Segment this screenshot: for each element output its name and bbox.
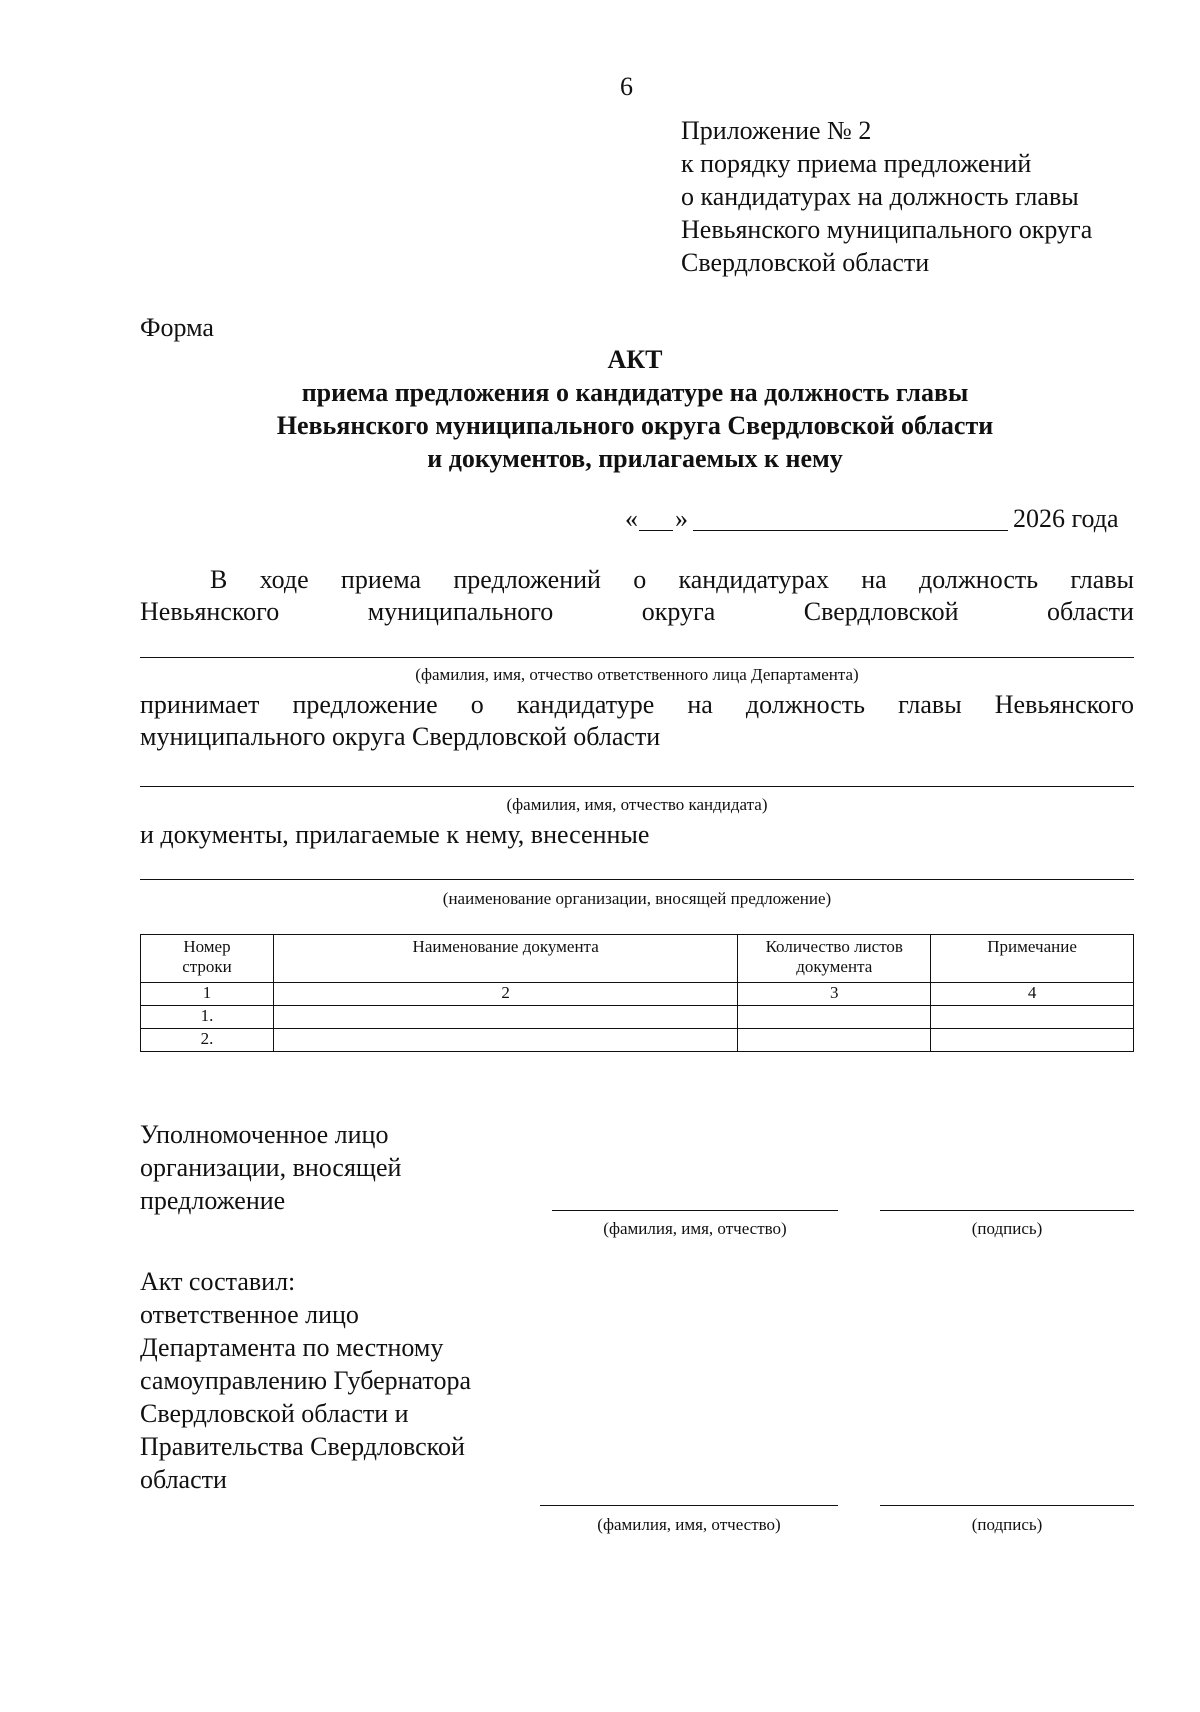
label-line: Правительства Свердловской <box>140 1432 465 1461</box>
table-cell: 3 <box>738 983 931 1006</box>
word: о <box>470 690 484 719</box>
word: Свердловской <box>803 597 959 626</box>
paragraph1-line1 <box>210 563 1134 596</box>
appendix-line: Свердловской области <box>681 248 930 277</box>
paragraph2-line1 <box>140 688 1134 721</box>
paragraph3-line1: и документы, прилагаемые к нему, внесенные <box>140 820 650 849</box>
date-year: 2026 года <box>1013 504 1119 533</box>
table-cell: 1 <box>141 983 274 1006</box>
word: области <box>1047 597 1134 626</box>
header-row-number: Номер строки <box>141 935 274 983</box>
candidate-blank <box>140 786 1134 787</box>
word: приема <box>340 565 422 594</box>
table-cell <box>738 1006 931 1029</box>
date-close-quote: » <box>675 504 688 533</box>
organization-blank <box>140 879 1134 880</box>
candidate-caption: (фамилия, имя, отчество кандидата) <box>506 795 768 814</box>
word: главы <box>1070 565 1134 594</box>
table-cell: 4 <box>931 983 1134 1006</box>
word: Невьянского <box>140 597 280 626</box>
documents-table <box>140 934 1134 1052</box>
date-line <box>625 502 1135 536</box>
signature2-sign-blank <box>880 1505 1134 1506</box>
table-cell <box>931 1006 1134 1029</box>
appendix-line: Приложение № 2 <box>681 116 872 145</box>
table-number-row <box>141 983 1134 1006</box>
signature1-name-blank <box>552 1210 838 1211</box>
label-line: Свердловской области и <box>140 1399 409 1428</box>
department-person-blank <box>140 657 1134 658</box>
word: В <box>210 565 228 594</box>
table-cell <box>738 1029 931 1052</box>
label-line: организации, вносящей <box>140 1153 402 1182</box>
organization-caption: (наименование организации, вносящей предложение) <box>442 889 832 908</box>
table-cell: 2. <box>141 1029 274 1052</box>
signature1-sign-blank <box>880 1210 1134 1211</box>
title-main: АКТ <box>607 345 663 374</box>
word: о <box>633 565 647 594</box>
signature1-name-caption: (фамилия, имя, отчество) <box>603 1219 787 1238</box>
word: на <box>861 565 887 594</box>
word: предложение <box>292 690 438 719</box>
word: кандидатуре <box>516 690 655 719</box>
word: главы <box>898 690 962 719</box>
signature2-name-caption: (фамилия, имя, отчество) <box>597 1515 781 1534</box>
act-title <box>140 343 1130 475</box>
authorized-person-label <box>140 1118 540 1217</box>
label-line: Уполномоченное лицо <box>140 1120 389 1149</box>
appendix-line: о кандидатурах на должность главы <box>681 182 1079 211</box>
word: предложений <box>453 565 601 594</box>
table-cell <box>931 1029 1134 1052</box>
table-cell: 1. <box>141 1006 274 1029</box>
label-line: Акт составил: <box>140 1267 296 1296</box>
word: на <box>687 690 713 719</box>
word: кандидатурах <box>678 565 829 594</box>
title-line: и документов, прилагаемых к нему <box>427 444 843 473</box>
title-line: Невьянского муниципального округа Свердловской области <box>276 411 994 440</box>
label-line: ответственное лицо <box>140 1300 359 1329</box>
word: Невьянского <box>994 690 1134 719</box>
word: ходе <box>259 565 309 594</box>
table-row <box>141 1029 1134 1052</box>
signature2-name-blank <box>540 1505 838 1506</box>
paragraph1-line2 <box>140 595 1134 628</box>
department-person-caption: (фамилия, имя, отчество ответственного лица Департамента) <box>415 665 859 684</box>
label-line: Департамента по местному <box>140 1333 444 1362</box>
month-blank <box>693 530 1008 531</box>
table-cell: 2 <box>273 983 737 1006</box>
appendix-line: к порядку приема предложений <box>681 149 1032 178</box>
paragraph2-line2: муниципального округа Свердловской области <box>140 722 661 751</box>
appendix-block <box>681 114 1181 279</box>
act-compiler-label <box>140 1265 560 1496</box>
header-note: Примечание <box>931 935 1134 983</box>
date-open-quote: « <box>625 504 638 533</box>
word: принимает <box>140 690 260 719</box>
page-number: 6 <box>620 72 633 101</box>
word: округа <box>641 597 716 626</box>
table-cell <box>273 1006 737 1029</box>
header-sheet-count: Количество листов документа <box>738 935 931 983</box>
label-line: предложение <box>140 1186 286 1215</box>
label-line: самоуправлению Губернатора <box>140 1366 471 1395</box>
table-cell <box>273 1029 737 1052</box>
label-line: области <box>140 1465 227 1494</box>
title-line: приема предложения о кандидатуре на должность главы <box>301 378 969 407</box>
table-row <box>141 1006 1134 1029</box>
table-header-row <box>141 935 1134 983</box>
word: муниципального <box>367 597 554 626</box>
word: должность <box>745 690 866 719</box>
signature2-sign-caption: (подпись) <box>971 1515 1043 1534</box>
form-label: Форма <box>140 313 214 342</box>
signature1-sign-caption: (подпись) <box>971 1219 1043 1238</box>
word: должность <box>918 565 1039 594</box>
day-blank <box>639 530 673 531</box>
appendix-line: Невьянского муниципального округа <box>681 215 1093 244</box>
header-document-name: Наименование документа <box>273 935 737 983</box>
